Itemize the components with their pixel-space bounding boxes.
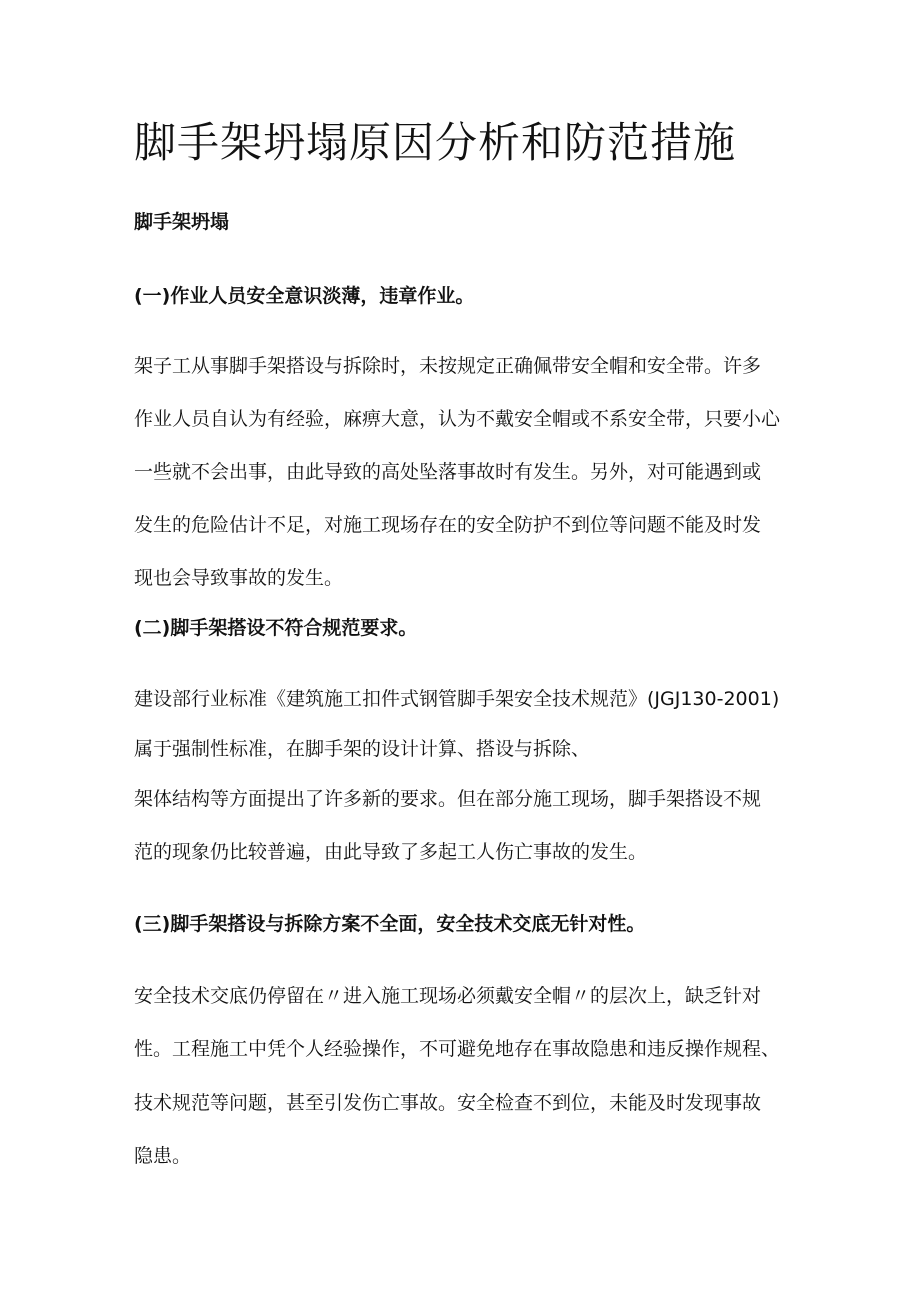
paragraph-line: 范的现象仍比较普遍，由此导致了多起工人伤亡事故的发生。 [134, 841, 648, 863]
section-heading-1: (一)作业人员安全意识淡薄，违章作业。 [134, 285, 475, 307]
paragraph-line: 技术规范等问题，甚至引发伤亡事故。安全检查不到位，未能及时发现事故 [134, 1092, 762, 1114]
section-title: 脚手架坍塌 [134, 211, 230, 233]
paragraph-line: 架子工从事脚手架搭设与拆除时，未按规定正确佩带安全帽和安全带。许多 [134, 355, 762, 377]
paragraph-line: 隐患。 [134, 1145, 192, 1167]
page-title: 脚手架坍塌原因分析和防范措施 [134, 118, 737, 167]
paragraph-line: 性。工程施工中凭个人经验操作，不可避免地存在事故隐患和违反操作规程、 [134, 1038, 781, 1060]
paragraph-line: 属于强制性标准，在脚手架的设计计算、搭设与拆除、 [134, 738, 591, 760]
section-heading-2: (二)脚手架搭设不符合规范要求。 [134, 617, 418, 639]
paragraph-line: 作业人员自认为有经验，麻痹大意，认为不戴安全帽或不系安全带，只要小心 [134, 408, 781, 430]
paragraph-line: 发生的危险估计不足，对施工现场存在的安全防护不到位等问题不能及时发 [134, 514, 762, 536]
paragraph-line: 安全技术交底仍停留在〃进入施工现场必须戴安全帽〃的层次上，缺乏针对 [134, 985, 762, 1007]
paragraph-line: 架体结构等方面提出了许多新的要求。但在部分施工现场，脚手架搭设不规 [134, 788, 762, 810]
section-heading-3: (三)脚手架搭设与拆除方案不全面，安全技术交底无针对性。 [134, 913, 646, 935]
paragraph-line: 现也会导致事故的发生。 [134, 567, 344, 589]
paragraph-line: 建设部行业标准《建筑施工扣件式钢管脚手架安全技术规范》(JGJ130-2001) [134, 688, 780, 710]
paragraph-line: 一些就不会出事，由此导致的高处坠落事故时有发生。另外，对可能遇到或 [134, 461, 762, 483]
